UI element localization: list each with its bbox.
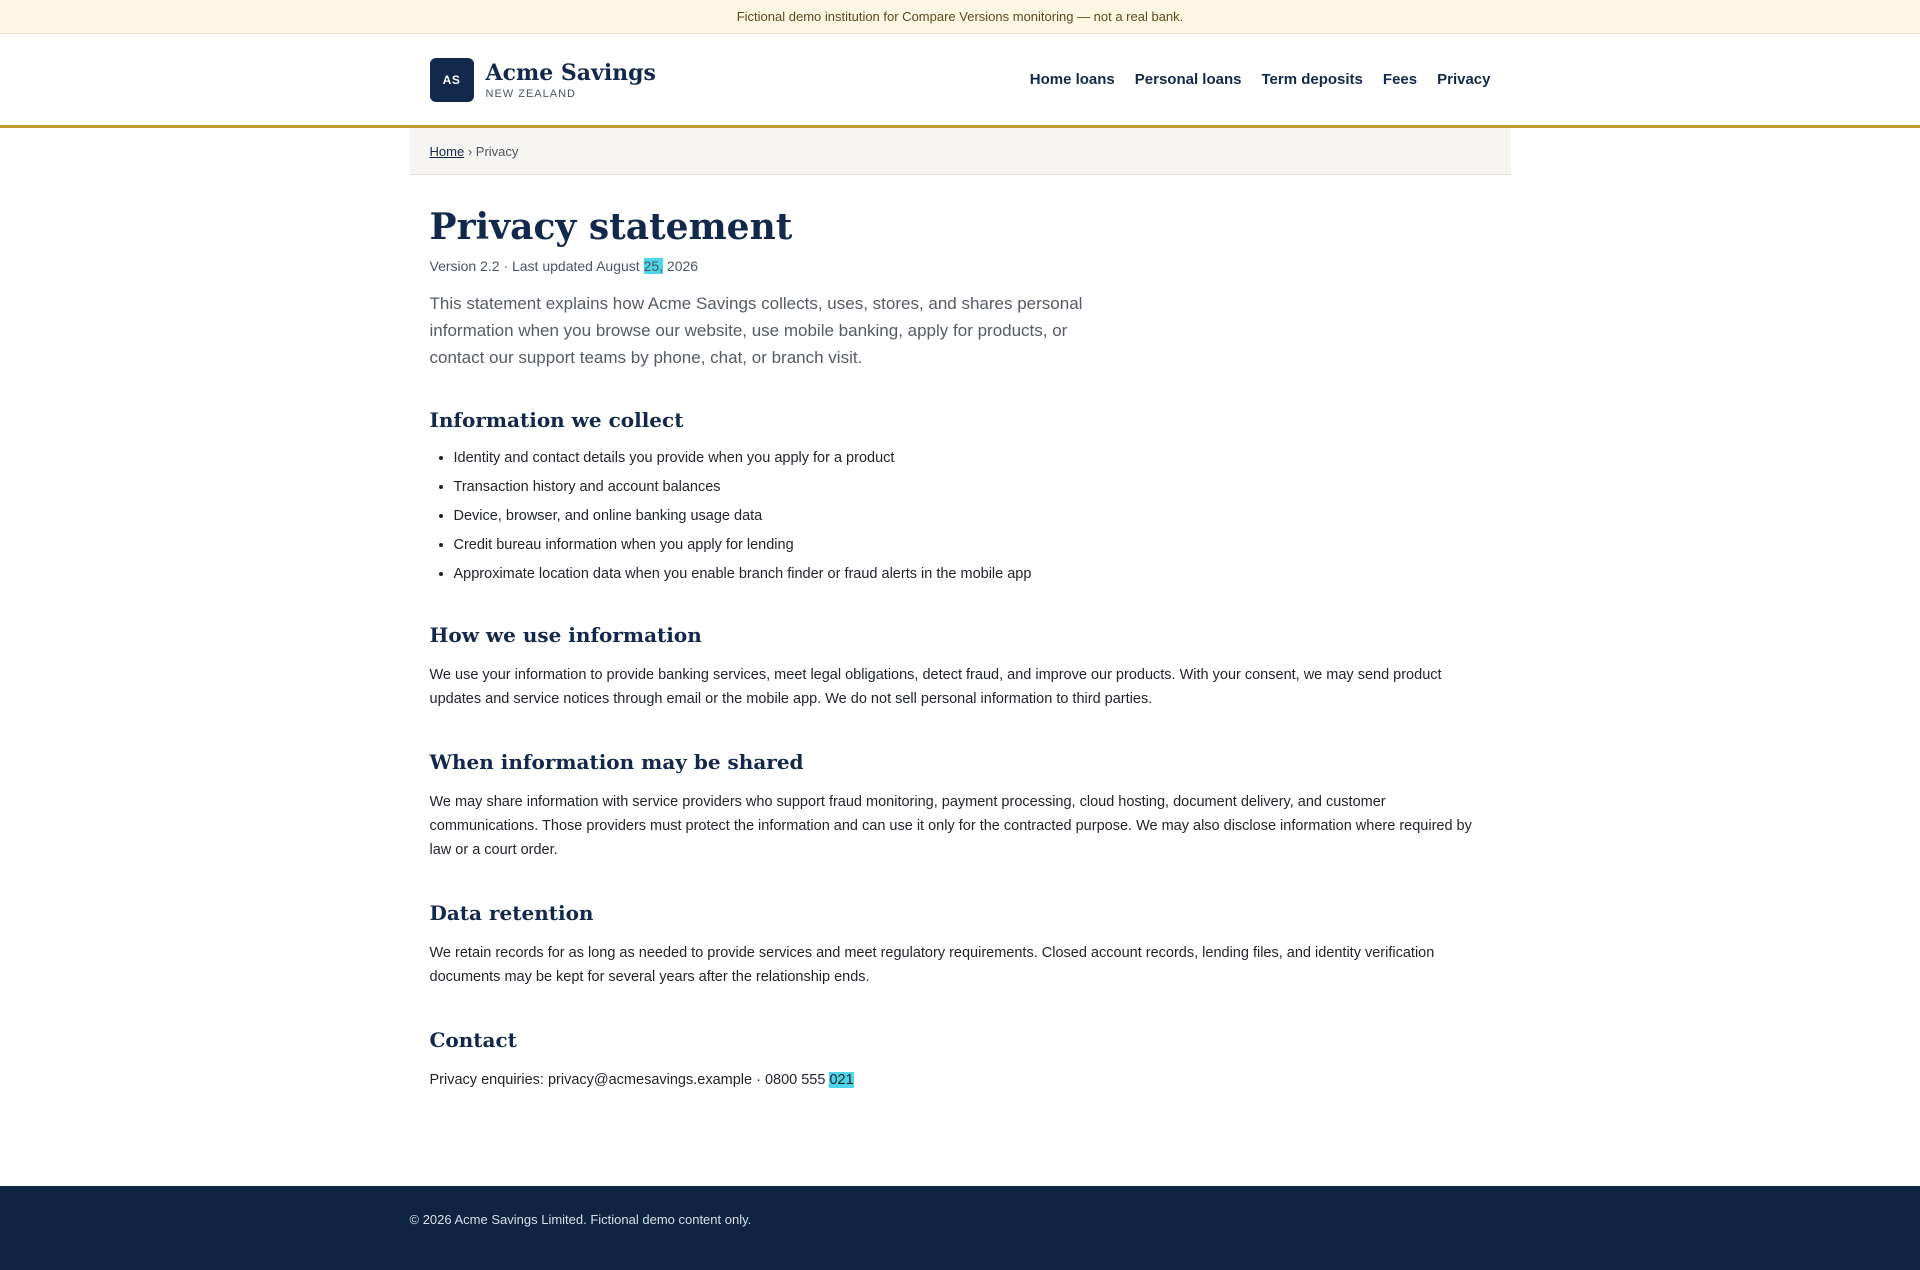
nav-fees[interactable]: Fees (1382, 71, 1418, 88)
section-body: We may share information with service providers who support fraud monitoring, payment processing, cloud hosting, document delivery, and customer communications. Those providers must protect the information and can use it only for the contracted purpose. We may also disclose information where required by law or a court order. (429, 794, 1472, 858)
nav-term-deposits[interactable]: Term deposits (1261, 71, 1363, 88)
list-item: • Identity and contact details you provide when you apply for a product (454, 449, 1491, 468)
brand-subtitle: NEW ZEALAND (485, 87, 576, 100)
breadcrumb-current: Privacy (475, 143, 519, 159)
contact-highlight: 021 (829, 1072, 854, 1088)
section-heading: How we use information (429, 623, 702, 647)
breadcrumb (410, 128, 1511, 175)
meta-suffix: 2026 (663, 258, 699, 274)
section-heading: When information may be shared (429, 750, 804, 774)
meta-highlight: 25, (643, 258, 664, 274)
contact-text: Privacy enquiries: privacy@acmesavings.example · 0800 555 (429, 1072, 830, 1088)
list-item: • Approximate location data when you enable branch finder or fraud alerts in the mobile app (454, 565, 1491, 584)
section-use (430, 622, 1491, 711)
section-retention (430, 900, 1491, 989)
meta-prefix: Version 2.2 · Last updated August (429, 258, 644, 274)
section-heading: Data retention (429, 901, 594, 925)
section-body: We use your information to provide banking services, meet legal obligations, detect fraud, and improve our products. With your consent, we may send product updates and service notices through email or the mobile app. We do not sell personal information to third parties. (429, 667, 1442, 707)
contact-line (430, 1068, 1491, 1092)
logo-mark: AS (430, 58, 474, 102)
version-meta (430, 258, 1491, 274)
section-shared (430, 749, 1491, 862)
nav-home-loans[interactable]: Home loans (1029, 71, 1115, 88)
nav-privacy[interactable]: Privacy (1437, 71, 1491, 88)
section-contact (430, 1027, 1491, 1092)
main-content (430, 175, 1491, 1092)
section-heading: Contact (429, 1028, 517, 1052)
list-item: • Transaction history and account balances (454, 478, 1491, 497)
brand-logo-link[interactable] (430, 58, 656, 102)
nav-personal-loans[interactable]: Personal loans (1134, 71, 1242, 88)
brand-name: Acme Savings (485, 59, 656, 86)
main-nav (1030, 71, 1491, 88)
footer-text: © 2026 Acme Savings Limited. Fictional demo content only. (409, 1212, 752, 1227)
section-heading: Information we collect (429, 408, 684, 432)
section-collect (430, 407, 1491, 584)
site-header (0, 34, 1920, 128)
site-footer (0, 1186, 1920, 1270)
list-item: • Credit bureau information when you apply for lending (454, 536, 1491, 555)
demo-banner (0, 0, 1920, 34)
page-title: Privacy statement (429, 206, 793, 248)
collect-list (430, 449, 1491, 584)
breadcrumb-home-link[interactable]: Home (429, 143, 465, 159)
breadcrumb-separator: › (467, 143, 473, 159)
section-body: We retain records for as long as needed to provide services and meet regulatory requirements. Closed account records, lending files, and identity verification documents may be kept for several years after the relationship ends. (429, 945, 1435, 985)
list-item: • Device, browser, and online banking usage data (454, 507, 1491, 526)
intro-paragraph: This statement explains how Acme Savings collects, uses, stores, and shares personal information when you browse our website, use mobile banking, apply for products, or contact our support teams by phone, chat, or branch visit. (429, 294, 1083, 367)
demo-banner-text: Fictional demo institution for Compare Versions monitoring — not a real bank. (736, 9, 1184, 24)
